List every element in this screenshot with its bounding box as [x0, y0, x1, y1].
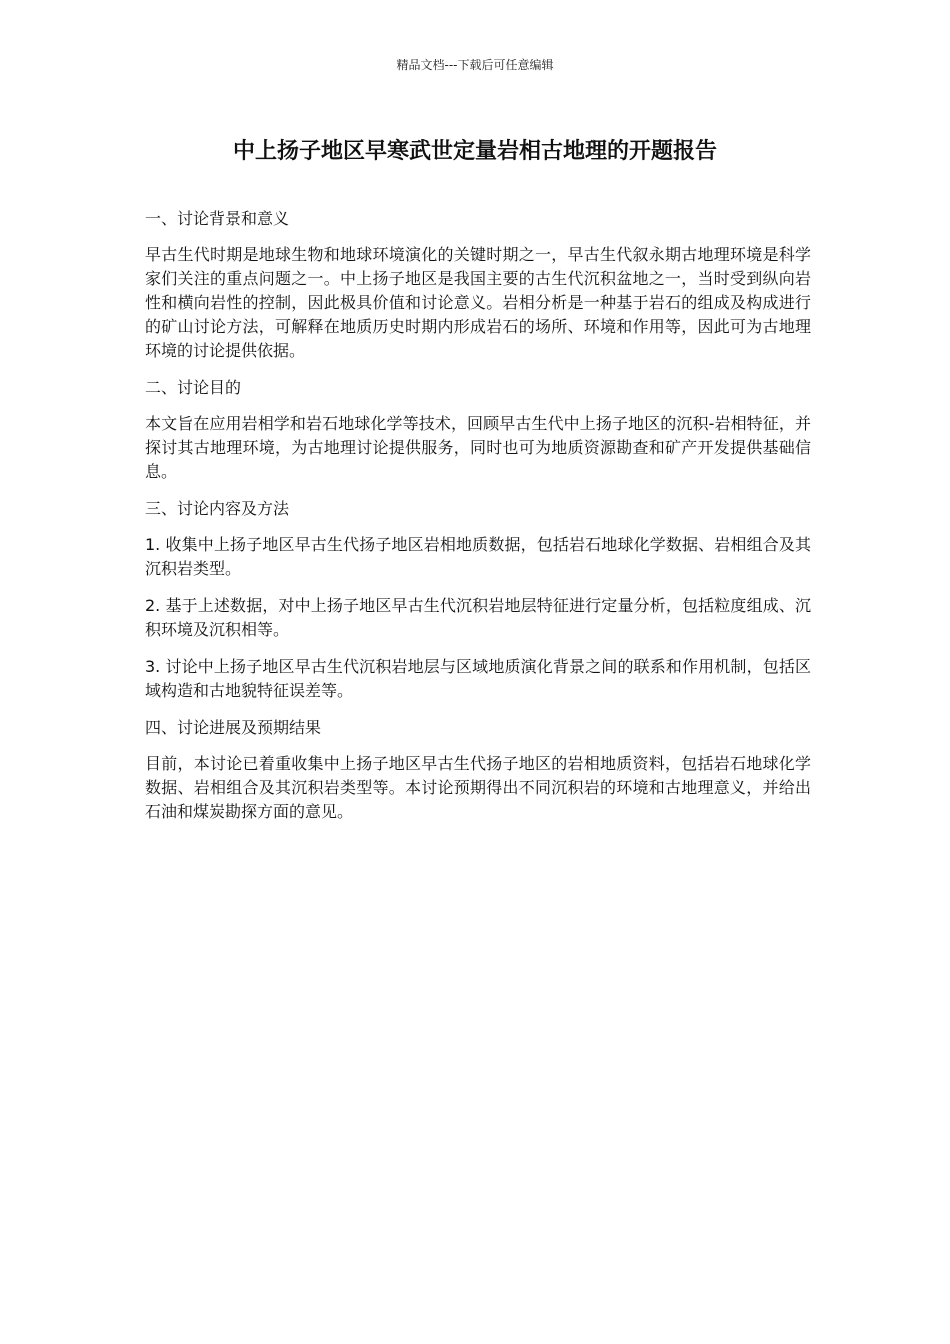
section-content-methods	[145, 497, 811, 703]
section-progress-results	[145, 716, 811, 824]
paragraph: 早古生代时期是地球生物和地球环境演化的关键时期之一，早古生代叙永期古地理环境是科学家们关注的重点问题之一。中上扬子地区是我国主要的古生代沉积盆地之一，当时受到纵向岩性和横向岩性的控制，因此极具价值和讨论意义。岩相分析是一种基于岩石的组成及构成进行的矿山讨论方法，可解释在地质历史时期内形成岩石的场所、环境和作用等，因此可为古地理环境的讨论提供依据。	[145, 245, 811, 360]
page-header: 精品文档---下载后可任意编辑	[396, 58, 554, 72]
document-body	[145, 207, 811, 837]
paragraph: 目前，本讨论已着重收集中上扬子地区早古生代扬子地区的岩相地质资料，包括岩石地球化学数据、岩相组合及其沉积岩类型等。本讨论预期得出不同沉积岩的环境和古地理意义，并给出石油和煤炭勘探方面的意见。	[145, 754, 811, 821]
section-heading: 二、讨论目的	[145, 378, 242, 397]
paragraph: 本文旨在应用岩相学和岩石地球化学等技术，回顾早古生代中上扬子地区的沉积-岩相特征，并探讨其古地理环境，为古地理讨论提供服务，同时也可为地质资源勘查和矿产开发提供基础信息。	[145, 414, 811, 481]
section-heading: 一、讨论背景和意义	[145, 209, 290, 228]
section-purpose	[145, 376, 811, 484]
list-item: 3. 讨论中上扬子地区早古生代沉积岩地层与区域地质演化背景之间的联系和作用机制，包括区域构造和古地貌特征误差等。	[145, 657, 811, 700]
section-background	[145, 207, 811, 363]
document-title: 中上扬子地区早寒武世定量岩相古地理的开题报告	[232, 139, 717, 164]
section-heading: 三、讨论内容及方法	[145, 499, 290, 518]
list-item: 2. 基于上述数据，对中上扬子地区早古生代沉积岩地层特征进行定量分析，包括粒度组成、沉积环境及沉积相等。	[145, 596, 811, 639]
section-heading: 四、讨论进展及预期结果	[145, 718, 322, 737]
list-item: 1. 收集中上扬子地区早古生代扬子地区岩相地质数据，包括岩石地球化学数据、岩相组合及其沉积岩类型。	[145, 535, 811, 578]
